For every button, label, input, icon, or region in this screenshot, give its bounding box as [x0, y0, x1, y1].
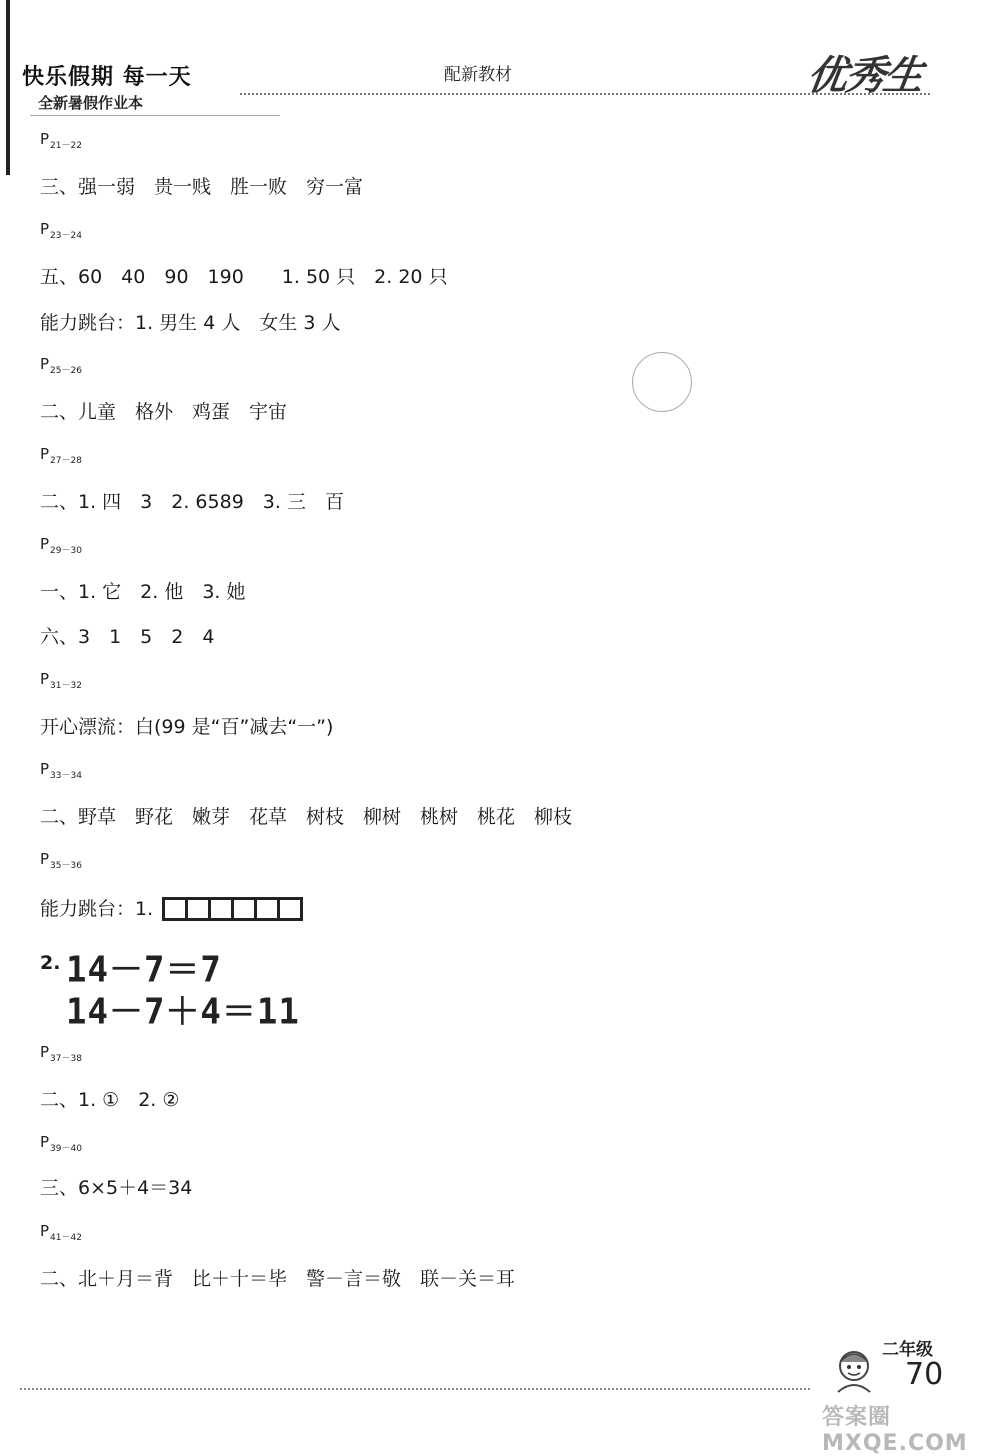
header-center-label: 配新教材	[444, 65, 512, 85]
page-ref: $P_{37-38}$	[40, 1043, 82, 1064]
page-ref: $P_{31-32}$	[40, 670, 82, 691]
grade-label: 二年级	[882, 1340, 933, 1360]
brand-logo: 优秀生	[804, 52, 925, 99]
answer-line: 三、强一弱 贵一贱 胜一败 穷一富	[40, 176, 364, 198]
answer-line: 能力跳台：1.	[40, 898, 154, 920]
answer-line: 五、60 40 90 190 1. 50 只 2. 20 只	[40, 266, 448, 288]
header-subtitle: 全新暑假作业本	[38, 94, 144, 112]
page-ref: $P_{39-40}$	[40, 1133, 82, 1154]
header-underline	[30, 115, 280, 116]
header-divider	[240, 93, 930, 95]
answer-line: 开心漂流：白(99 是“百”减去“一”)	[40, 716, 334, 738]
page-ref: $P_{35-36}$	[40, 850, 82, 871]
page-ref: $P_{27-28}$	[40, 445, 82, 466]
answer-line: 能力跳台：1. 男生 4 人 女生 3 人	[40, 312, 341, 334]
mascot-icon	[826, 1342, 882, 1398]
answer-line: 二、1. ① 2. ②	[40, 1089, 180, 1111]
binding-rule	[6, 0, 10, 175]
matchstick-square	[277, 897, 303, 921]
matchstick-equation-2: 14－7＋4＝11	[66, 991, 300, 1034]
matchstick-squares	[162, 897, 300, 921]
answer-line: 二、1. 四 3 2. 6589 3. 三 百	[40, 491, 344, 513]
answer-line: 二、儿童 格外 鸡蛋 宇宙	[40, 401, 288, 423]
matchstick-equation-1: 14－7＝7	[66, 949, 222, 992]
page-ref: $P_{21-22}$	[40, 130, 82, 151]
page-ref: $P_{41-42}$	[40, 1222, 82, 1243]
header-title: 快乐假期 每一天	[22, 65, 192, 90]
page-number: 70	[905, 1357, 944, 1392]
watermark: 答案圈 MXQE.COM	[822, 1405, 968, 1456]
seal-stamp	[632, 352, 692, 412]
answer-line: 二、野草 野花 嫩芽 花草 树枝 柳树 桃树 桃花 柳枝	[40, 806, 573, 828]
answer-line: 二、北＋月＝背 比＋十＝毕 警－言＝敬 联－关＝耳	[40, 1268, 516, 1290]
page-ref: $P_{33-34}$	[40, 760, 82, 781]
footer-divider	[20, 1388, 810, 1390]
answer-line: 三、6×5＋4＝34	[40, 1177, 193, 1199]
page-ref: $P_{23-24}$	[40, 220, 82, 241]
page-ref: $P_{25-26}$	[40, 355, 82, 376]
matchstick-label: 2.	[40, 952, 61, 974]
answer-line: 一、1. 它 2. 他 3. 她	[40, 581, 246, 603]
answer-line: 六、3 1 5 2 4	[40, 626, 215, 648]
page-ref: $P_{29-30}$	[40, 535, 82, 556]
